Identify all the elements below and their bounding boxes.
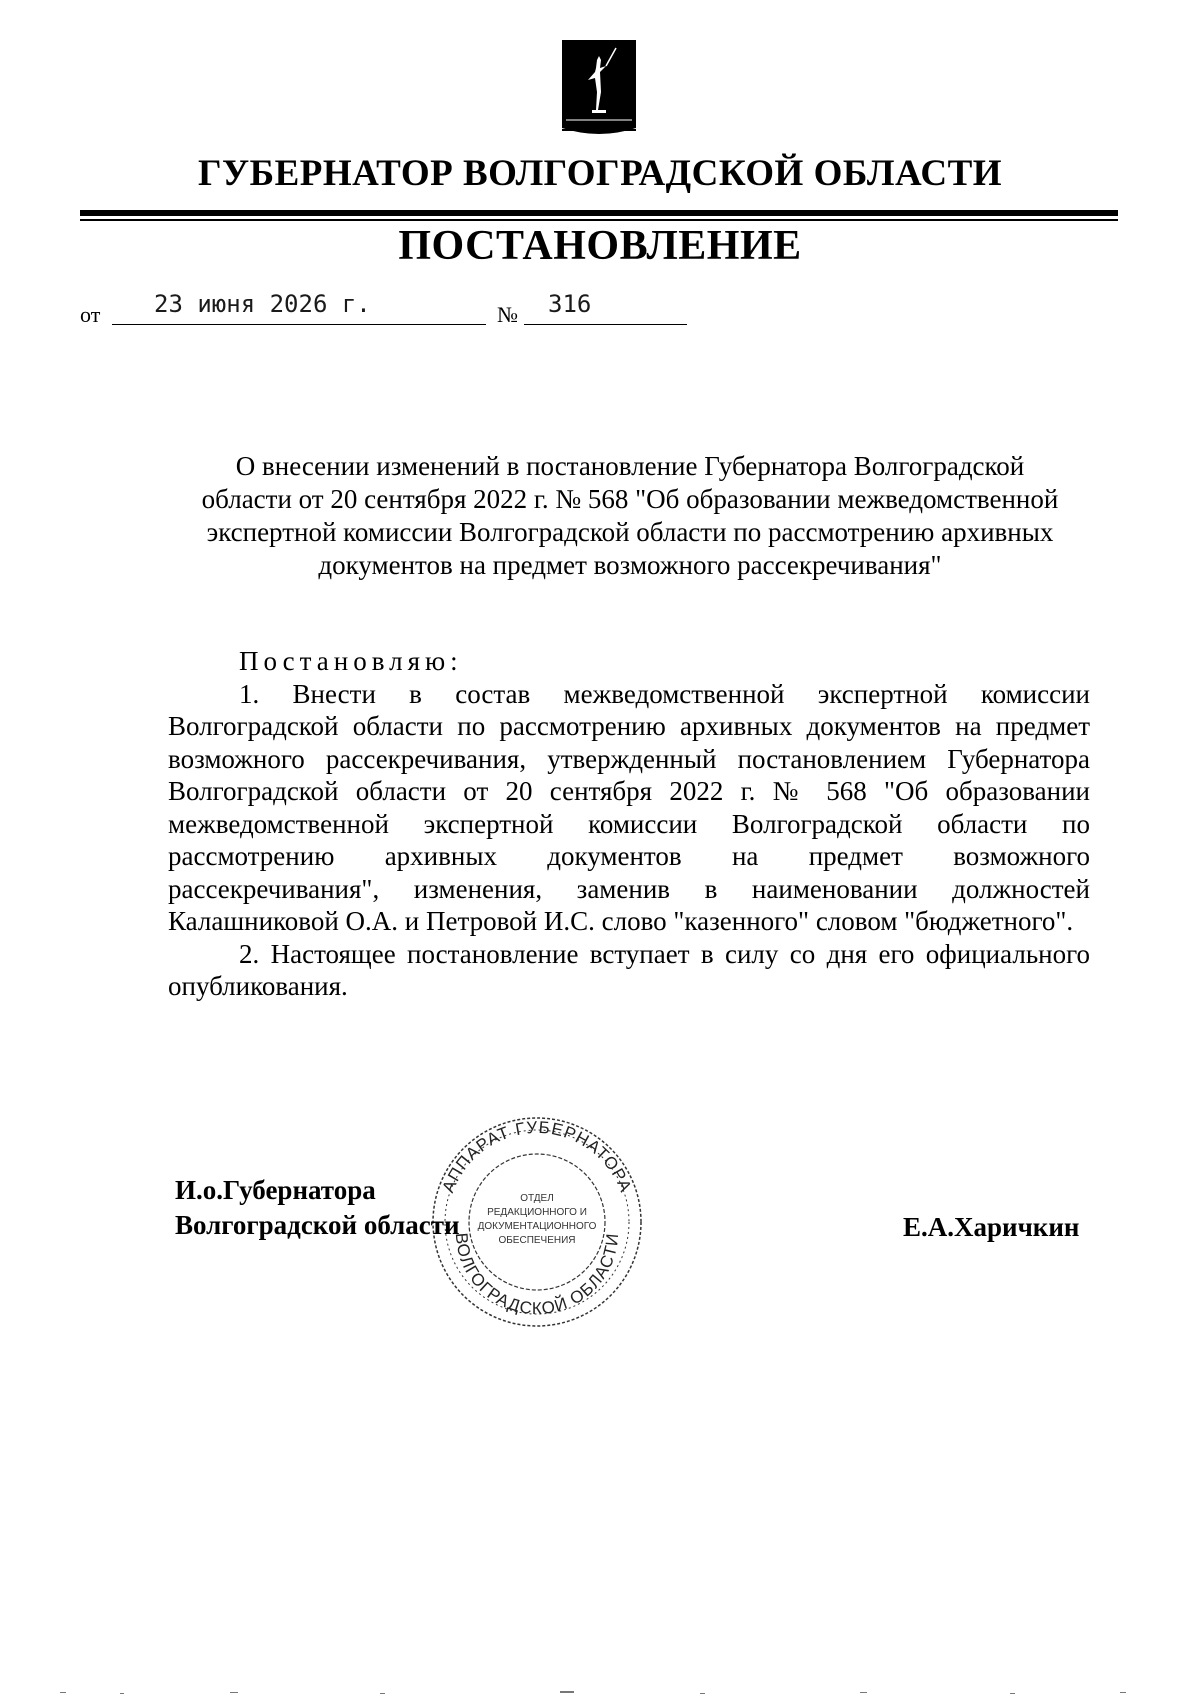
document-meta [0,290,1200,330]
date-underline [112,324,486,325]
subject-line: О внесении изменений в постановление Губернатора Волгоградской [235,451,1025,481]
coat-of-arms-icon [562,40,636,138]
document-type: ПОСТАНОВЛЕНИЕ [398,223,802,269]
stamp-center-line: ДОКУМЕНТАЦИОННОГО [477,1221,597,1232]
signatory-position-line: И.о.Губернатора [175,1175,376,1205]
signatory-position-line: Волгоградской области [175,1210,460,1240]
date-label: от [80,302,101,327]
subject-line: области от 20 сентября 2022 г. № 568 "Об образовании межведомственной [201,484,1059,514]
paragraph-2: 2. Настоящее постановление вступает в силу со дня его официального опубликования. [168,938,1090,1001]
svg-text:АППАРАТ ГУБЕРНАТОРА [439,1118,636,1195]
document-number: 316 [548,290,592,318]
document-body [168,645,1090,1003]
document-date: 23 июня 2026 г. [154,290,371,318]
subject-line: экспертной комиссии Волгоградской области по рассмотрению архивных [206,517,1054,547]
stamp-center-line: РЕДАКЦИОННОГО И [487,1207,587,1218]
header-rule-thick [80,210,1118,216]
signatory-name: Е.А.Харичкин [903,1212,1080,1242]
paragraph-1: 1. Внести в состав межведомственной экспертной комиссии Волгоградской области по рассмотрению архивных документов на предмет возможного рассекречивания, утвержденный постановлением Губернатора Волгоградской области от 20 сентября 2022 г. № 568 "Об образовании межведомственной экспертной комиссии Волгоградской области по рассмотрению архивных документов на предмет возможного рассекречивания", изменения, заменив в наименовании должностей Калашниковой О.А. и Петровой И.С. слово "казенного" словом "бюджетного". [168,678,1090,936]
scan-noise [0,1688,1200,1698]
number-underline [524,324,687,325]
stamp-ring-bottom: ВОЛГОГРАДСКОЙ ОБЛАСТИ [451,1231,623,1319]
issuer-title: ГУБЕРНАТОР ВОЛГОГРАДСКОЙ ОБЛАСТИ [197,153,1003,194]
subject-line: документов на предмет возможного рассекречивания" [318,550,942,580]
stamp-ring-top: АППАРАТ ГУБЕРНАТОРА [438,1117,636,1196]
stamp-center-line: ОБЕСПЕЧЕНИЯ [498,1235,576,1246]
header-rule-thin [80,219,1118,221]
number-label: № [497,302,518,327]
official-seal-stamp-icon [428,1113,646,1331]
preamble: Постановляю: [239,646,463,676]
document-subject [160,450,1100,582]
stamp-center-line: ОТДЕЛ [520,1193,554,1204]
signatory-position [175,1173,460,1243]
